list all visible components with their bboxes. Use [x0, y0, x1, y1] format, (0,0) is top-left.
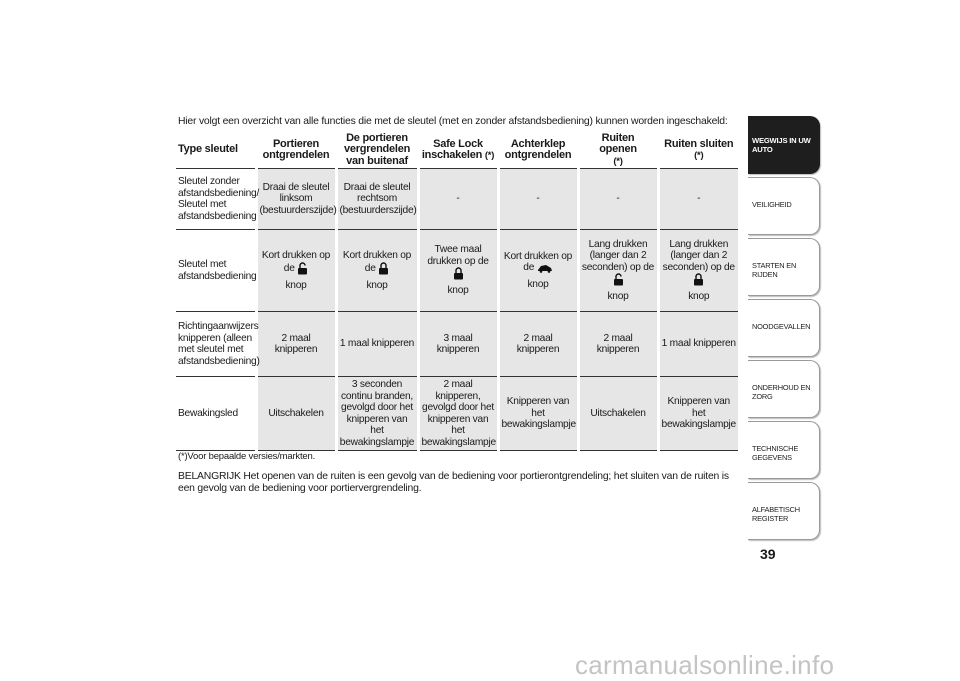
table-cell: Uitschakelen — [578, 377, 658, 451]
table-cell: - — [418, 169, 498, 230]
tab-starten-en-rijden[interactable]: STARTEN EN RIJDEN — [748, 238, 820, 296]
lock-padlock-icon — [378, 263, 389, 274]
footnote: (*)Voor bepaalde versies/markten. — [178, 451, 316, 462]
table-cell: Draai de sleutel rechtsom (bestuurderszijde) — [336, 169, 418, 230]
lock-padlock-icon — [693, 274, 704, 285]
tab-alfabetisch-register[interactable]: ALFABETISCH REGISTER — [748, 482, 820, 540]
cell-knop: knop — [527, 278, 549, 290]
table-cell: 1 maal knipperen — [658, 312, 738, 377]
unlock-padlock-icon — [613, 274, 624, 285]
table-cell — [578, 230, 658, 312]
cell-text: Kort drukken op de — [503, 250, 573, 274]
cell-text: Kort drukken op de — [342, 250, 412, 274]
table-row — [176, 377, 738, 451]
header-windows-close-label: Ruiten sluiten — [664, 137, 734, 150]
header-windows-close-star: (*) — [694, 150, 704, 161]
header-windows-open-star: (*) — [613, 155, 623, 167]
intro-text: Hier volgt een overzicht van alle functies die met de sleutel (met en zonder afstandsbediening) kunnen worden ingeschakeld: — [178, 116, 728, 127]
header-lock-doors: De portieren vergrendelen van buitenaf — [336, 132, 418, 169]
header-safe-lock-star: (*) — [484, 150, 495, 161]
cell-text: Twee maal drukken op de — [427, 244, 489, 267]
cell-knop: knop — [366, 279, 388, 291]
table-cell: 2 maal knipperen — [498, 312, 578, 377]
header-type: Type sleutel — [176, 132, 256, 169]
row-label: Bewakingsled — [176, 377, 256, 451]
table-cell: 3 seconden continu branden, gevolgd door het knipperen van het bewakingslampje — [336, 377, 418, 451]
header-windows-close — [658, 132, 738, 169]
row-label: Sleutel met afstandsbediening — [176, 230, 256, 312]
table-cell — [498, 230, 578, 312]
table-row — [176, 169, 738, 230]
important-note: BELANGRIJK Het openen van de ruiten is een gevolg van de bediening voor portierontgrendeling; het sluiten van de ruiten is een gevolg van de bediening voor portiervergrendeling. — [178, 471, 729, 494]
table-cell — [336, 230, 418, 312]
cell-text: Lang drukken (langer dan 2 seconden) op de — [581, 238, 655, 273]
row-label: Sleutel zonder afstandsbediening/ Sleutel met afstandsbediening — [176, 169, 256, 230]
table-cell — [418, 230, 498, 312]
key-functions-table — [176, 132, 738, 451]
table-row — [176, 312, 738, 377]
header-unlock-doors: Portieren ontgrendelen — [256, 132, 336, 169]
cell-knop: knop — [447, 285, 469, 297]
table-cell: Knipperen van het bewakingslampje — [658, 377, 738, 451]
table-cell: Knipperen van het bewakingslampje — [498, 377, 578, 451]
row-label: Richtingaanwijzers knipperen (alleen met sleutel met afstandsbediening) — [176, 312, 256, 377]
page-number: 39 — [760, 546, 776, 562]
header-windows-open — [578, 132, 658, 169]
tab-veiligheid[interactable]: VEILIGHEID — [748, 177, 820, 235]
cell-knop: knop — [285, 279, 307, 291]
table-header-row — [176, 132, 738, 169]
tab-technische-gegevens[interactable]: TECHNISCHE GEGEVENS — [748, 421, 820, 479]
table-cell — [256, 230, 336, 312]
header-tailgate: Achterklep ontgrendelen — [498, 132, 578, 169]
tab-wegwijs[interactable]: WEGWIJS IN UW AUTO — [748, 116, 820, 174]
table-row — [176, 230, 738, 312]
table-cell — [658, 230, 738, 312]
table-cell: 1 maal knipperen — [336, 312, 418, 377]
lock-padlock-icon — [453, 268, 464, 279]
cell-text: Kort drukken op de — [261, 250, 331, 274]
table-cell: 2 maal knipperen, gevolgd door het knipperen van het bewakingslampje — [418, 377, 498, 451]
watermark: carmanualsonline.info — [575, 650, 835, 680]
table-cell: - — [578, 169, 658, 230]
unlock-padlock-icon — [297, 263, 308, 274]
header-safe-lock-label: Safe Lock inschakelen — [421, 137, 483, 161]
table-cell: Uitschakelen — [256, 377, 336, 451]
cell-knop: knop — [688, 291, 710, 302]
tab-noodgevallen[interactable]: NOODGEVALLEN — [748, 299, 820, 357]
table-cell: 2 maal knipperen — [578, 312, 658, 377]
table-cell: 2 maal knipperen — [256, 312, 336, 377]
tab-onderhoud-en-zorg[interactable]: ONDERHOUD EN ZORG — [748, 360, 820, 418]
chapter-tabs — [748, 116, 820, 543]
table-cell: 3 maal knipperen — [418, 312, 498, 377]
table-cell: - — [658, 169, 738, 230]
header-windows-open-label: Ruiten openen — [599, 131, 637, 156]
car-trunk-icon — [537, 262, 553, 273]
cell-text: Lang drukken (langer dan 2 seconden) op de — [662, 238, 735, 273]
cell-knop: knop — [607, 291, 629, 302]
table-cell: - — [498, 169, 578, 230]
header-safe-lock — [418, 132, 498, 169]
table-cell: Draai de sleutel linksom (bestuurderszijde) — [256, 169, 336, 230]
